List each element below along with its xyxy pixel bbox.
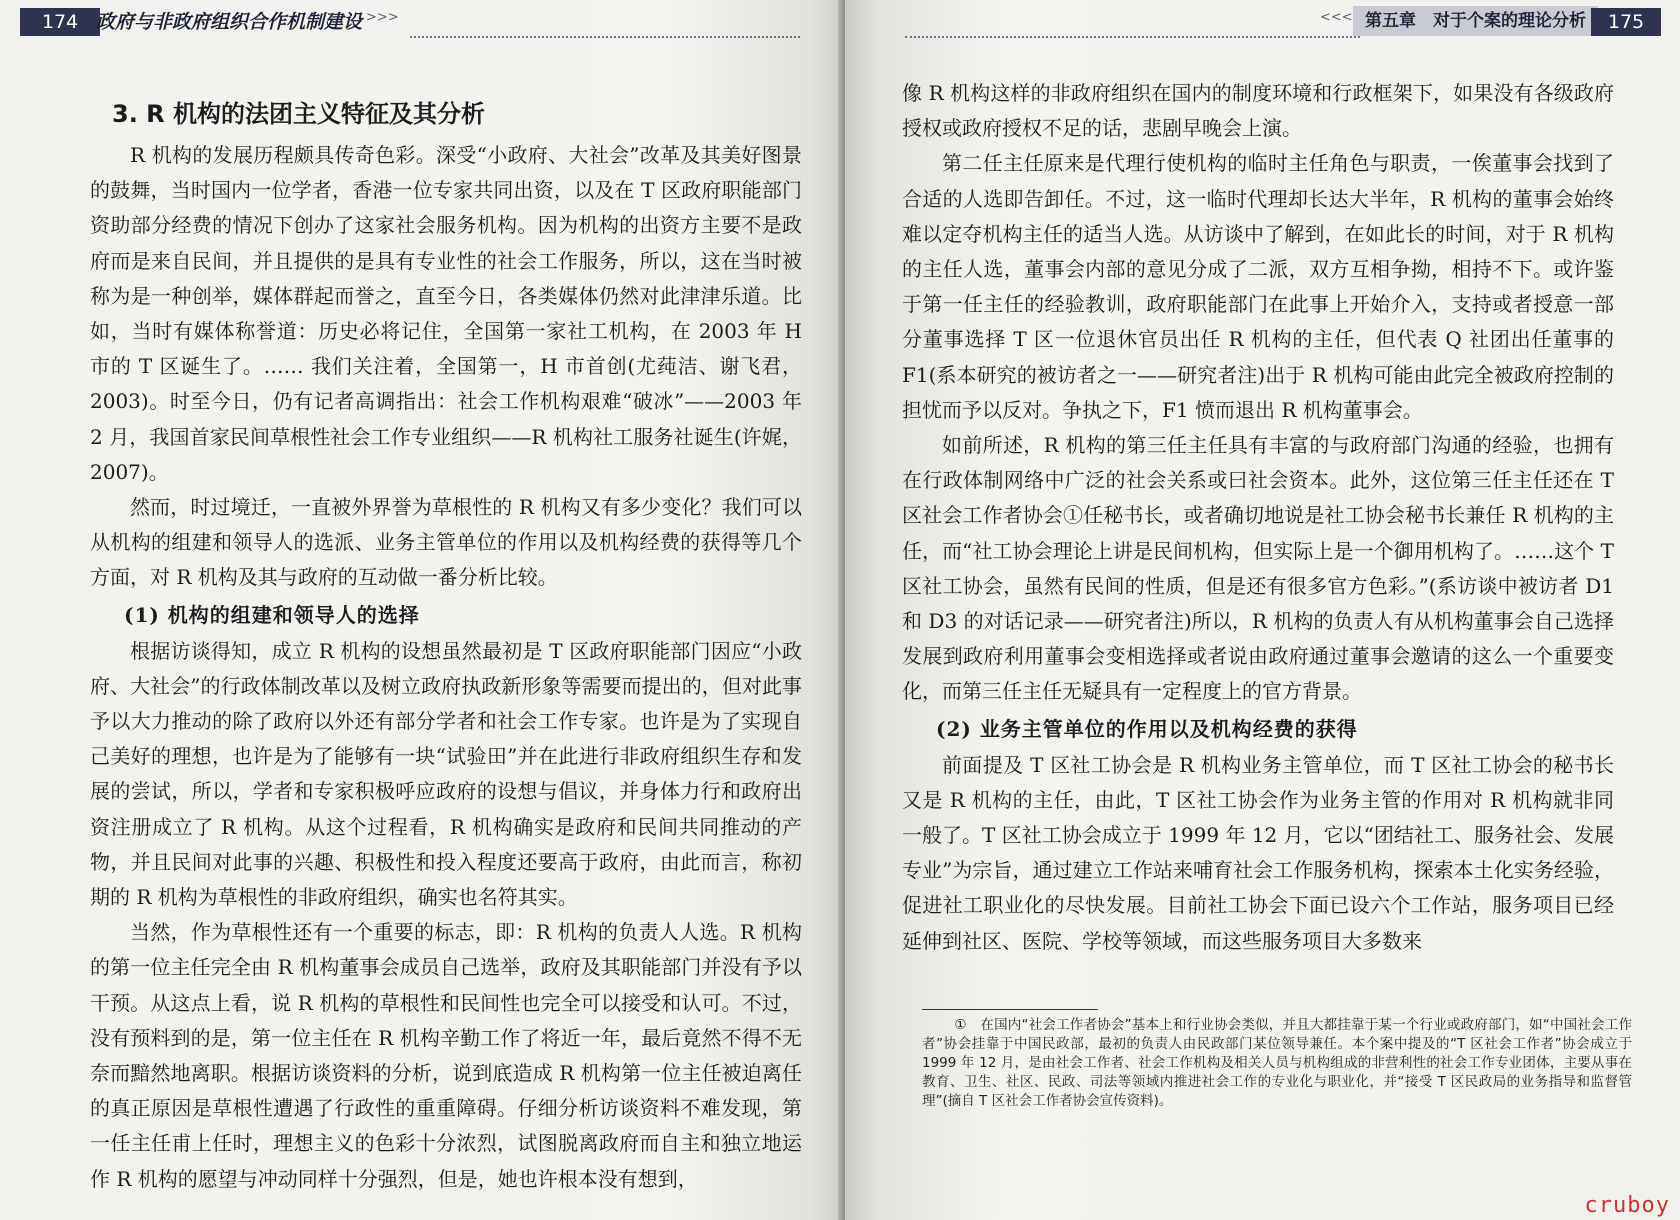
left-paragraph-4: 当然，作为草根性还有一个重要的标志，即：R 机构的负责人人选。R 机构的第一位主任完全由 R 机构董事会成员自己选举，政府及其职能部门并没有予以干预。从这点上看，说 R 机构的草根性和民间性也完全可以接受和认可。不过，没有预料到的是，第一位主任在 R 机构辛勤工作了将近一年，最后竟然不得不无奈而黯然地离职。根据访谈资料的分析，说到底造成 R 机构第一位主任被迫离任的真正原因是草根性遭遇了行政性的重重障碍。仔细分析访谈资料不难发现，第一任主任甫上任时，理想主义的色彩十分浓烈，试图脱离政府而自主和独立地运作 R 机构的愿望与冲动同样十分强烈，但是，她也许根本没有想到， [90,920,802,1191]
left-paragraph-2: 然而，时过境迁，一直被外界誉为草根性的 R 机构又有多少变化？我们可以从机构的组建和领导人的选派、业务主管单位的作用以及机构经费的获得等几个方面，对 R 机构及其与政府的互动做一番分析比较。 [90,495,802,590]
left-running-title: 政府与非政府组织合作机制建设 [96,11,363,33]
footnote [922,1016,1632,1111]
right-header-arrows: <<< [1320,10,1353,25]
right-body [902,76,1614,959]
subsection-title-2: (2) 业务主管单位的作用以及机构经费的获得 [936,716,1358,741]
right-paragraph-1: 像 R 机构这样的非政府组织在国内的制度环境和行政框架下，如果没有各级政府授权或政府授权不足的话，悲剧早晚会上演。 [902,81,1614,141]
watermark: cruboy [1584,1193,1670,1218]
footnote-text: ① 在国内“社会工作者协会”基本上和行业协会类似，并且大都挂靠于某一个行业或政府部门，如“中国社会工作者”协会挂靠于中国民政部，最初的负责人由民政部门某位领导兼任。本个案中提及的“T 区社会工作者”协会成立于 1999 年 12 月，是由社会工作者、社会工作机构及相关人员与机构组成的非营利性的社会工作专业团体，主要从事在教育、卫生、社区、民政、司法等领域内推进社会工作的专业化与职业化，并“接受 T 区民政局的业务指导和监督管理”(摘自 T 区社会工作者协会宣传资料)。 [922,1017,1632,1109]
right-header-rule [905,36,1360,38]
left-paragraph-3: 根据访谈得知，成立 R 机构的设想虽然最初是 T 区政府职能部门因应“小政府、大社会”的行政体制改革以及树立政府执政新形象等需要而提出的，但对此事予以大力推动的除了政府以外还有部分学者和社会工作专家。也许是为了实现自己美好的理想，也许是为了能够有一块“试验田”并在此进行非政府组织生存和发展的尝试，所以，学者和专家积极呼应政府的设想与倡议，并身体力行和政府出资注册成立了 R 机构。从这个过程看，R 机构确实是政府和民间共同推动的产物，并且民间对此事的兴趣、积极性和投入程度还要高于政府，由此而言，称初期的 R 机构为草根性的非政府组织，确实也名符其实。 [90,638,802,910]
section-title: 3. R 机构的法团主义特征及其分析 [112,100,486,128]
right-paragraph-3: 如前所述，R 机构的第三任主任具有丰富的与政府部门沟通的经验，也拥有在行政体制网络中广泛的社会关系或曰社会资本。此外，这位第三任主任还在 T 区社会工作者协会①任秘书长，或者确切地说是社工协会秘书长兼任 R 机构的主任，而“社工协会理论上讲是民间机构，但实际上是一个御用机构了。……这个 T 区社工协会，虽然有民间的性质，但是还有很多官方色彩。”(系访谈中被访者 D1 和 D3 的对话记录——研究者注)所以，R 机构的负责人有从机构董事会自己选择发展到政府利用董事会变相选择或者说由政府通过董事会邀请的这么一个重要变化，而第三任主任无疑具有一定程度上的官方背景。 [902,433,1614,704]
chapter-title: 第五章 对于个案的理论分析 [1353,6,1598,36]
left-header-rule [410,36,800,38]
left-page-number: 174 [20,8,100,36]
right-page-number: 175 [1591,8,1661,36]
footnote-rule [922,1009,1098,1010]
left-body [90,92,802,1197]
right-paragraph-2: 第二任主任原来是代理行使机构的临时主任角色与职责，一俟董事会找到了合适的人选即告卸任。不过，这一临时代理却长达大半年，R 机构的董事会始终难以定夺机构主任的适当人选。从访谈中了解到，在如此长的时间，对于 R 机构的主任人选，董事会内部的意见分成了二派，双方互相争拗，相持不下。或许鉴于第一任主任的经验教训，政府职能部门在此事上开始介入，支持或者授意一部分董事选择 T 区一位退休官员出任 R 机构的主任，但代表 Q 社团出任董事的 F1(系本研究的被访者之一——研究者注)出于 R 机构可能由此完全被政府控制的担忧而予以反对。争执之下，F1 愤而退出 R 机构董事会。 [902,151,1614,422]
left-paragraph-1: R 机构的发展历程颇具传奇色彩。深受“小政府、大社会”改革及其美好图景的鼓舞，当时国内一位学者，香港一位专家共同出资，以及在 T 区政府职能部门资助部分经费的情况下创办了这家社会服务机构。因为机构的出资方主要不是政府而是来自民间，并且提供的是具有专业性的社会工作服务，所以，这在当时被称为是一种创举，媒体群起而誉之，直至今日，各类媒体仍然对此津津乐道。比如，当时有媒体称誉道：历史必将记住，全国第一家社工机构，在 2003 年 H 市的 T 区诞生了。…… 我们关注着，全国第一，H 市首创(尤莼洁、谢飞君，2003)。时至今日，仍有记者高调指出：社会工作机构艰难“破冰”——2003 年 2 月，我国首家民间草根性社会工作专业组织——R 机构社工服务社诞生(许娓，2007)。 [90,143,802,484]
right-paragraph-4: 前面提及 T 区社工协会是 R 机构业务主管单位，而 T 区社工协会的秘书长又是 R 机构的主任，由此，T 区社工协会作为业务主管的作用对 R 机构就非同一般了。T 区社工协会成立于 1999 年 12 月，它以“团结社工、服务社会、发展专业”为宗旨，通过建立工作站来哺育社会工作服务机构，探索本土化实务经验，促进社工职业化的尽快发展。目前社工协会下面已设六个工作站，服务项目已经延伸到社区、医院、学校等领域，而这些服务项目大多数来 [902,752,1614,953]
left-header-arrows: >>> [366,10,399,25]
subsection-title-1: (1) 机构的组建和领导人的选择 [124,602,420,627]
